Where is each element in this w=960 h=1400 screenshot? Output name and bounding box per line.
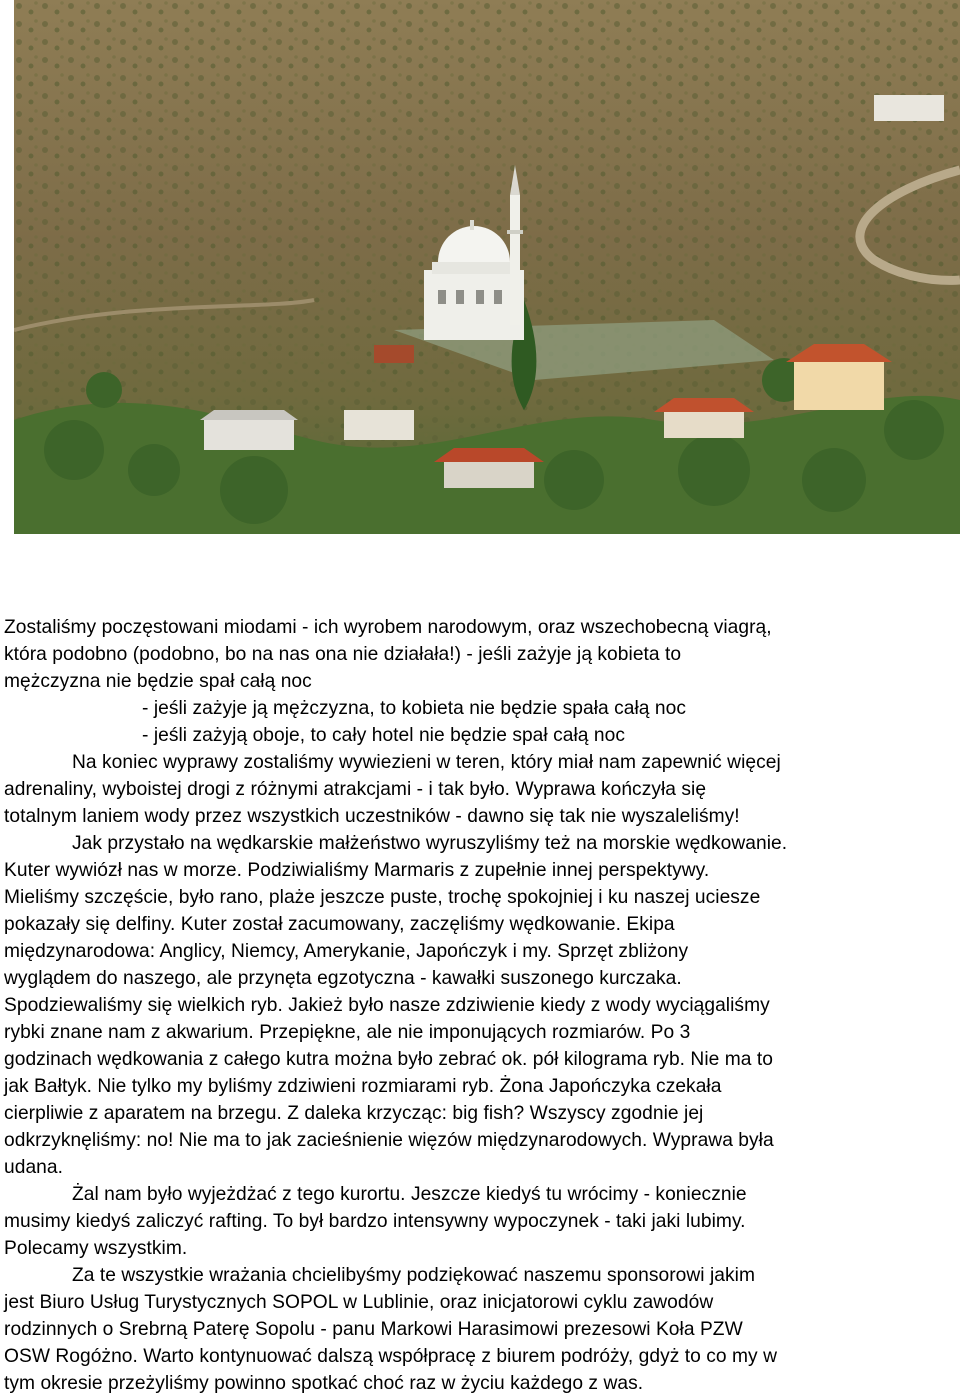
text-line: udana. [4,1157,63,1178]
text-line: jest Biuro Usług Turystycznych SOPOL w Lublinie, oraz inicjatorowi cyklu zawodów [4,1292,714,1313]
text-line: rodzinnych o Srebrną Paterę Sopolu - panu Markowi Harasimowi prezesowi Koła PZW [4,1319,743,1340]
text-line: wyglądem do naszego, ale przynęta egzotyczna - kawałki suszonego kurczaka. [4,968,682,989]
text-line: rybki znane nam z akwarium. Przepiękne, ale nie imponujących rozmiarów. Po 3 [4,1022,691,1043]
text-line: adrenaliny, wyboistej drogi z różnymi atrakcjami - i tak było. Wyprawa kończyła się [4,779,707,800]
text-line: Zostaliśmy poczęstowani miodami - ich wyrobem narodowym, oraz wszechobecną viagrą, [4,617,772,638]
landscape-photo [14,0,960,534]
article-text [4,614,956,1397]
text-line: Żal nam było wyjeżdżać z tego kurortu. Jeszcze kiedyś tu wrócimy - koniecznie [72,1184,747,1205]
text-line: totalnym laniem wody przez wszystkich uczestników - dawno się tak nie wyszaleliśmy! [4,806,740,827]
text-line: jak Bałtyk. Nie tylko my byliśmy zdziwieni rozmiarami ryb. Żona Japończyka czekała [4,1076,722,1097]
text-line: musimy kiedyś zaliczyć rafting. To był bardzo intensywny wypoczynek - taki jaki lubimy. [4,1211,746,1232]
text-line: pokazały się delfiny. Kuter został zacumowany, zaczęliśmy wędkowanie. Ekipa [4,914,675,935]
text-line: - jeśli zażyją oboje, to cały hotel nie będzie spał całą noc [142,725,625,746]
text-line: Polecamy wszystkim. [4,1238,188,1259]
text-line: - jeśli zażyje ją mężczyzna, to kobieta nie będzie spała całą noc [142,698,686,719]
text-line: międzynarodowa: Anglicy, Niemcy, Amerykanie, Japończyk i my. Sprzęt zbliżony [4,941,689,962]
text-line: godzinach wędkowania z całego kutra można było zebrać ok. pół kilograma ryb. Nie ma to [4,1049,773,1070]
text-line: cierpliwie z aparatem na brzegu. Z daleka krzycząc: big fish? Wszyscy zgodnie jej [4,1103,704,1124]
text-line: OSW Rogóżno. Warto kontynuować dalszą współpracę z biurem podróży, gdyż to co my w [4,1346,777,1367]
text-line: Mieliśmy szczęście, było rano, plaże jeszcze puste, trochę spokojniej i ku naszej uciesze [4,887,761,908]
text-line: która podobno (podobno, bo na nas ona nie działała!) - jeśli zażyje ją kobieta to [4,644,682,665]
text-line: Spodziewaliśmy się wielkich ryb. Jakież było nasze zdziwienie kiedy z wody wyciągaliśmy [4,995,770,1016]
text-line: odkrzyknęliśmy: no! Nie ma to jak zacieśnienie więzów międzynarodowych. Wyprawa była [4,1130,774,1151]
village-mosque-illustration [14,0,960,534]
text-line: Za te wszystkie wrażania chcielibyśmy podziękować naszemu sponsorowi jakim [72,1265,755,1286]
text-line: mężczyzna nie będzie spał całą noc [4,671,312,692]
text-line: Kuter wywiózł nas w morze. Podziwialiśmy Marmaris z zupełnie innej perspektywy. [4,860,710,881]
text-line: Jak przystało na wędkarskie małżeństwo wyruszyliśmy też na morskie wędkowanie. [72,833,788,854]
text-line: Na koniec wyprawy zostaliśmy wywiezieni w teren, który miał nam zapewnić więcej [72,752,781,773]
text-line: tym okresie przeżyliśmy powinno spotkać choć raz w życiu każdego z was. [4,1373,644,1394]
